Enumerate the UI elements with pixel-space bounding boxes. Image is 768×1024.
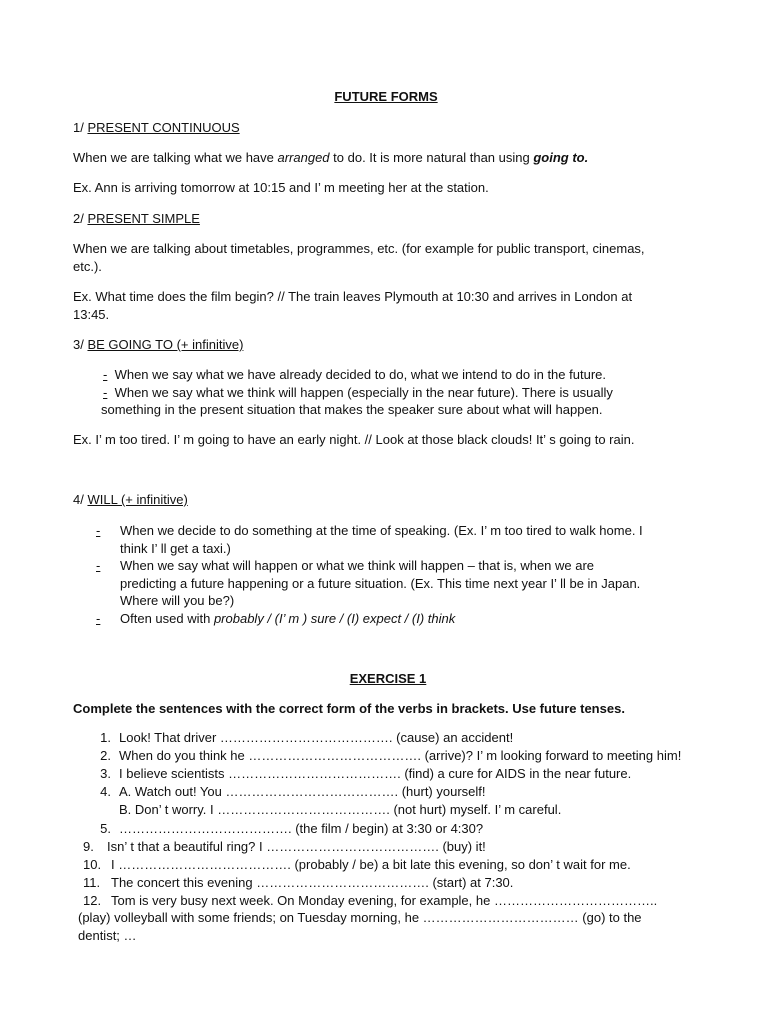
section-3-example: Ex. I’ m too tired. I’ m going to have an early night. // Look at those black clouds! It’ s going to rain.: [73, 432, 635, 447]
exercise-item-text: The concert this evening …………………………………. (start) at 7:30.: [111, 875, 514, 890]
section-1-heading: 1/ PRESENT CONTINUOUS: [73, 120, 240, 135]
exercise-item-number: 2.: [100, 748, 111, 763]
exercise-item-text: When do you think he …………………………………. (arrive)? I’ m looking forward to meeting him!: [119, 748, 682, 763]
exercise-item-text: I …………………………………. (probably / be) a bit late this evening, so don’ t wait for me.: [111, 857, 631, 872]
exercise-item-text: Isn’ t that a beautiful ring? I …………………………………. (buy) it!: [107, 839, 486, 854]
section-4-heading: 4/ WILL (+ infinitive): [73, 492, 188, 507]
list-dash: -: [103, 385, 108, 400]
list-dash: -: [96, 611, 101, 626]
exercise-item-text: Look! That driver …………………………………. (cause) an accident!: [119, 730, 514, 745]
list-dash: -: [96, 523, 101, 538]
section-2-paragraph-line-2: etc.).: [73, 259, 102, 274]
exercise-item-text: B. Don’ t worry. I …………………………………. (not hurt) myself. I’ m careful.: [119, 802, 562, 817]
exercise-item-number: 9.: [83, 839, 94, 854]
exercise-item-number: 12.: [83, 893, 102, 908]
section-2-example-line-1: Ex. What time does the film begin? // The train leaves Plymouth at 10:30 and arrives in London at: [73, 289, 633, 304]
exercise-title: EXERCISE 1: [349, 671, 427, 686]
section-2-example-line-2: 13:45.: [73, 307, 110, 322]
section-2-title: PRESENT SIMPLE: [87, 211, 200, 226]
section-1-paragraph: When we are talking what we have arranged to do. It is more natural than using going to.: [73, 150, 589, 165]
exercise-item-number: 10.: [83, 857, 102, 872]
exercise-item-text: A. Watch out! You …………………………………. (hurt) yourself!: [119, 784, 486, 799]
exercise-item-number: 1.: [100, 730, 111, 745]
section-3-item-2: - When we say what we think will happen (especially in the near future). There is usually: [103, 385, 613, 400]
section-3-item-2-continued: something in the present situation that makes the speaker sure about what will happen.: [101, 402, 603, 417]
document-page: FUTURE FORMS 1/ PRESENT CONTINUOUS When we are talking what we have arranged to do. It is more natural than using going to. Ex. Ann is arriving tomorrow at 10:15 and I’ m meeting her at the station. 2/ PRESENT SIMPLE When we are talking about timetables, programmes, etc. (for example for public transport, cinemas, etc.). Ex. What time does the film begin? // The train leaves Plymouth at 10:30 and arrives in London at 13:45. 3/ BE GOING TO (+ infinitive) - When we say what we have already decided to do, what we intend to do in the future. - When we say what we think will happen (especially in the near future). There is usually something in the present situation that makes the speaker sure about what will happen. Ex. I’ m too tired. I’ m going to have an early night. // Look at those black clouds! It’ s going to rain. 4/ WILL (+ infinitive) - When we decide to do something at the time of speaking. (Ex. I’ m too tired to walk home. I think I’ ll get a taxi.) - When we say what will happen or what we think will happen – that is, when we are predicting a future happening or a future situation. (Ex. This time next year I’ ll be in Japan. Where will you be?) - Often used with probably / (I’ m ) sure / (I) expect / (I) think EXERCISE 1 Complete the sentences with the correct form of the verbs in brackets. Use future tenses. 1. Look! That driver …………………………………. (cause) an accident! 2. When do you think he …………………………………. (arrive)? I’ m looking forward to meeting him! 3. I believe scientists …………………………………. (find) a cure for AIDS in the near future. 4. A. Watch out! You …………………………………. (hurt) yourself! B. Don’ t worry. I …………………………………. (not hurt) myself. I’ m careful. 5. …………………………………. (the film / begin) at 3:30 or 4:30? 9. Isn’ t that a beautiful ring? I …………………………………. (buy) it! 10. I …………………………………. (probably / be) a bit late this evening, so don’ t wait for me. 11. The concert this evening …………………………………. (start) at 7:30. 12. Tom is very busy next week. On Monday evening, for example, he ……………………………….. (play) volleyball with some friends; on Tuesday morning, he ……………………………… (go) to the dentist; …: [0, 0, 768, 1024]
section-2-paragraph-line-1: When we are talking about timetables, programmes, etc. (for example for public transport, cinemas,: [73, 241, 645, 256]
exercise-item-text: (play) volleyball with some friends; on Tuesday morning, he ……………………………… (go) to the: [78, 910, 642, 925]
section-3-title: BE GOING TO (+ infinitive): [87, 337, 244, 352]
exercise-item-number: 3.: [100, 766, 111, 781]
page-title: FUTURE FORMS: [334, 89, 438, 104]
section-2-heading: 2/ PRESENT SIMPLE: [73, 211, 200, 226]
exercise-item-text: Tom is very busy next week. On Monday evening, for example, he ………………………………..: [111, 893, 658, 908]
exercise-item-text: dentist; …: [78, 928, 137, 943]
section-1-example: Ex. Ann is arriving tomorrow at 10:15 and I’ m meeting her at the station.: [73, 180, 489, 195]
list-dash: -: [103, 367, 108, 382]
section-4-title: WILL (+ infinitive): [87, 492, 188, 507]
list-dash: -: [96, 558, 101, 573]
exercise-instruction: Complete the sentences with the correct form of the verbs in brackets. Use future tenses.: [73, 701, 625, 716]
section-3-heading: 3/ BE GOING TO (+ infinitive): [73, 337, 244, 352]
exercise-item-number: 4.: [100, 784, 111, 799]
exercise-item-text: …………………………………. (the film / begin) at 3:30 or 4:30?: [119, 821, 484, 836]
exercise-item-number: 11.: [83, 875, 101, 890]
section-1-title: PRESENT CONTINUOUS: [87, 120, 240, 135]
section-3-item-1: - When we say what we have already decided to do, what we intend to do in the future.: [103, 367, 606, 382]
exercise-item-text: I believe scientists …………………………………. (find) a cure for AIDS in the near future.: [119, 766, 632, 781]
exercise-item-number: 5.: [100, 821, 111, 836]
